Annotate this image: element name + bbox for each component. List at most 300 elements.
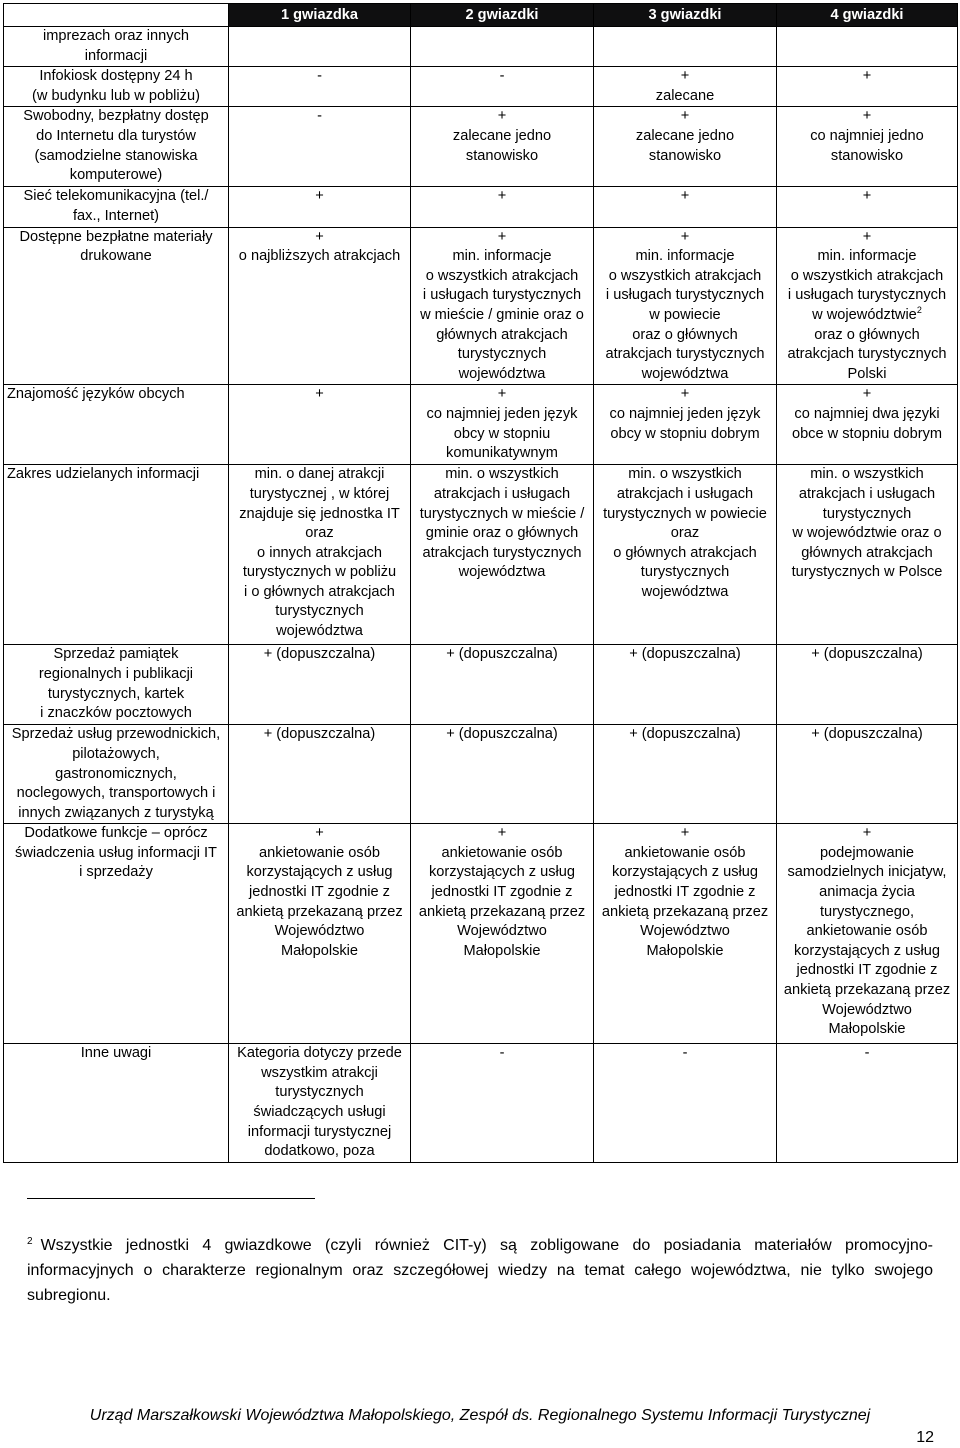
cell-line [780, 405, 954, 425]
cell-text: komunikatywnym [446, 445, 558, 462]
cell-text: stanowisko [830, 147, 904, 164]
cell-line [232, 67, 407, 87]
cell-text: animacja życia [819, 884, 915, 901]
row-label [4, 385, 229, 465]
cell-text: atrakcjach i usługach [798, 485, 936, 502]
row-service-sales [4, 725, 958, 824]
cell-line [232, 485, 407, 505]
row-other-notes [4, 1044, 958, 1163]
cell-text: Województwo [274, 923, 365, 940]
cell-text: jednostki IT zgodnie z [614, 884, 756, 901]
cell-line [414, 725, 590, 745]
cell-text: - [317, 68, 322, 85]
cell-text: i usługach turystycznych [605, 287, 765, 304]
cell-3-stars [594, 645, 777, 725]
cell-line [232, 107, 407, 127]
cell-text: + (dopuszczalna) [446, 646, 558, 663]
cell-text: wszystkim atrakcji [261, 1064, 378, 1081]
cell-text: + [315, 825, 324, 842]
cell-4-stars [777, 1044, 958, 1163]
cell-text: w powiecie [649, 306, 721, 323]
cell-1-star [229, 645, 411, 725]
cell-3-stars [594, 385, 777, 465]
cell-line [780, 824, 954, 844]
cell-text: oraz [305, 525, 334, 542]
cell-3-stars [594, 187, 777, 227]
row-infokiosk [4, 67, 958, 107]
cell-line [780, 385, 954, 405]
cell-line [414, 326, 590, 346]
cell-text: obce w stopniu dobrym [791, 425, 943, 442]
cell-text: oraz o głównych [814, 326, 920, 343]
cell-line [780, 67, 954, 87]
row-label [4, 187, 229, 227]
cell-text: min. informacje [452, 248, 552, 265]
row-label [4, 465, 229, 645]
row-internet-access [4, 107, 958, 187]
cell-line [414, 425, 590, 445]
cell-3-stars [594, 725, 777, 824]
cell-text: + [680, 188, 690, 205]
cell-line [232, 544, 407, 564]
cell-text: Małopolskie [828, 1021, 906, 1038]
row-label [4, 27, 229, 67]
cell-line [780, 903, 954, 923]
row-label-line: regionalnych i publikacji [38, 665, 194, 682]
cell-line [597, 405, 773, 425]
cell-line [780, 345, 954, 365]
cell-text: zalecane jedno [635, 127, 735, 144]
cell-text: + [497, 228, 507, 245]
cell-text: + [680, 68, 690, 85]
row-label-line: innych związanych z turystyką [18, 804, 214, 821]
cell-line [414, 863, 590, 883]
cell-line [414, 67, 590, 87]
cell-text: turystycznych [457, 346, 547, 363]
cell-text: korzystających z usług [612, 864, 758, 881]
row-label-line: świadczenia usług informacji IT [15, 844, 217, 861]
cell-line [414, 485, 590, 505]
cell-text: dodatkowo, poza [264, 1143, 375, 1160]
page-footer: Urząd Marszałkowski Województwa Małopolskiego, Zespół ds. Regionalnego Systemu Informacji Turystycznej [89, 1407, 871, 1424]
cell-line [232, 942, 407, 962]
cell-text: zalecane [655, 87, 715, 104]
cell-text: ankietą przekazaną przez [601, 903, 769, 920]
row-label-line: Sprzedaż usług przewodnickich, [11, 726, 221, 743]
cell-line [232, 524, 407, 544]
cell-line [232, 863, 407, 883]
cell-text: + [315, 386, 324, 403]
cell-line [780, 267, 954, 287]
cell-line [597, 385, 773, 405]
row-label-line: Dodatkowe funkcje – oprócz [24, 825, 208, 842]
cell-line [597, 645, 773, 665]
cell-text: + [680, 386, 690, 403]
header-row [4, 4, 958, 27]
cell-text: stanowisko [648, 147, 722, 164]
cell-line [597, 844, 773, 864]
cell-line [414, 187, 590, 207]
cell-line [780, 365, 954, 385]
cell-line [780, 465, 954, 485]
cell-text: + [680, 108, 690, 125]
cell-text: + [497, 108, 507, 125]
cell-text: głównych atrakcjach [436, 326, 568, 343]
cell-line [597, 345, 773, 365]
cell-line [597, 187, 773, 207]
cell-text: min. o wszystkich [810, 466, 924, 483]
cell-line [597, 824, 773, 844]
cell-line [780, 883, 954, 903]
cell-line [232, 622, 407, 642]
cell-line [780, 147, 954, 167]
cell-line [232, 903, 407, 923]
cell-text: Województwo [822, 1001, 912, 1018]
cell-text: znajduje się jednostka IT [239, 505, 400, 522]
cell-4-stars [777, 227, 958, 385]
row-label-line: (w budynku lub w pobliżu) [32, 87, 200, 104]
cell-line [597, 107, 773, 127]
cell-line [414, 844, 590, 864]
cell-text: województwa [276, 623, 363, 640]
cell-line [414, 544, 590, 564]
cell-line [597, 942, 773, 962]
cell-line [780, 922, 954, 942]
cell-line [414, 405, 590, 425]
cell-line [414, 247, 590, 267]
cell-line [780, 228, 954, 248]
cell-text: o wszystkich atrakcjach [425, 267, 579, 284]
cell-1-star [229, 227, 411, 385]
cell-line [780, 961, 954, 981]
cell-2-stars [411, 67, 594, 107]
row-label [4, 645, 229, 725]
cell-1-star [229, 1044, 411, 1163]
cell-line [780, 863, 954, 883]
cell-4-stars [777, 465, 958, 645]
cell-1-star [229, 465, 411, 645]
cell-line [780, 544, 954, 564]
cell-text: co najmniej jeden język [426, 405, 578, 422]
cell-text: turystycznych w Polsce [791, 564, 943, 581]
cell-text: co najmniej jeden język [609, 405, 761, 422]
cell-1-star [229, 187, 411, 227]
cell-line [232, 725, 407, 745]
cell-4-stars [777, 27, 958, 67]
cell-line [414, 1044, 590, 1064]
cell-line [597, 883, 773, 903]
cell-text: + [497, 386, 507, 403]
cell-line [597, 524, 773, 544]
cell-line [414, 107, 590, 127]
cell-text: o innych atrakcjach [257, 544, 382, 561]
cell-text: min. o wszystkich [445, 466, 559, 483]
cell-line [780, 107, 954, 127]
cell-text: turystycznych [275, 603, 364, 620]
cell-3-stars [594, 67, 777, 107]
row-label-line: imprezach oraz innych [42, 28, 189, 44]
cell-text: - [682, 1045, 688, 1062]
cell-line [232, 247, 407, 267]
cell-line [597, 563, 773, 583]
cell-text: turystycznych [822, 505, 912, 522]
cell-text: turystycznej , w której [249, 485, 390, 502]
cell-line [780, 981, 954, 1001]
cell-line [232, 844, 407, 864]
cell-1-star [229, 67, 411, 107]
cell-line [780, 187, 954, 207]
row-printed-materials [4, 227, 958, 385]
header-empty [4, 4, 229, 27]
cell-text: atrakcjach i usługach [616, 485, 754, 502]
cell-2-stars [411, 824, 594, 1044]
cell-text: korzystających z usług [794, 942, 940, 959]
cell-text: zalecane jedno [452, 127, 552, 144]
row-additional-functions [4, 824, 958, 1044]
row-label-line: Swobodny, bezpłatny dostęp [23, 108, 209, 125]
cell-line [232, 645, 407, 665]
footnote-mark: 2 [27, 1235, 33, 1247]
cell-line [780, 1020, 954, 1040]
footnote-separator [27, 1198, 315, 1199]
cell-line [414, 505, 590, 525]
cell-line [780, 326, 954, 346]
cell-text: korzystających z usług [246, 864, 393, 881]
cell-text: w województwie [812, 306, 917, 323]
cell-text: jednostki IT zgodnie z [249, 884, 390, 901]
cell-text: Małopolskie [646, 942, 724, 959]
row-label-line: fax., Internet) [73, 207, 159, 224]
cell-line [232, 563, 407, 583]
row-label-line: gastronomicznych, [55, 765, 177, 782]
cell-line [414, 922, 590, 942]
cell-text: Małopolskie [463, 942, 541, 959]
cell-text: oraz [670, 525, 700, 542]
row-label [4, 1044, 229, 1163]
cell-text: Polski [847, 365, 887, 382]
cell-1-star [229, 107, 411, 187]
cell-2-stars [411, 645, 594, 725]
cell-line [414, 127, 590, 147]
cell-text: stanowisko [465, 147, 539, 164]
cell-line [414, 524, 590, 544]
cell-text: min. informacje [635, 248, 735, 265]
cell-text: województwa [458, 365, 546, 382]
cell-line [414, 942, 590, 962]
cell-line [414, 563, 590, 583]
cell-line [597, 425, 773, 445]
cell-line [414, 345, 590, 365]
cell-3-stars [594, 27, 777, 67]
cell-text: + (dopuszczalna) [811, 646, 923, 663]
page-number: 12 [916, 1429, 934, 1446]
cell-text: turystycznych w mieście / [419, 505, 585, 522]
cell-line [780, 247, 954, 267]
row-information-scope [4, 465, 958, 645]
cell-text: + (dopuszczalna) [811, 726, 923, 743]
cell-text: o wszystkich atrakcjach [790, 267, 944, 284]
cell-text: turystycznych [640, 564, 730, 581]
row-label-line: i sprzedaży [79, 864, 153, 881]
row-label [4, 725, 229, 824]
cell-2-stars [411, 107, 594, 187]
cell-line [414, 645, 590, 665]
cell-text: korzystających z usług [429, 864, 575, 881]
cell-text: + [862, 825, 872, 842]
cell-text: min. informacje [817, 248, 917, 265]
cell-line [232, 1064, 407, 1084]
cell-line [232, 583, 407, 603]
row-label-line: pilotażowych, [72, 745, 160, 762]
cell-text: świadczących usługi [253, 1104, 386, 1121]
cell-line [597, 725, 773, 745]
cell-text: + [315, 188, 324, 205]
cell-line [597, 306, 773, 326]
cell-line [597, 286, 773, 306]
cell-text: gminie oraz o głównych [425, 525, 579, 542]
cell-text: podejmowanie [819, 844, 915, 861]
cell-4-stars [777, 385, 958, 465]
cell-line [232, 228, 407, 248]
row-label-line: Inne uwagi [80, 1045, 152, 1062]
cell-text: co najmniej jedno [810, 127, 924, 144]
cell-line [414, 465, 590, 485]
cell-line [414, 306, 590, 326]
cell-text: + (dopuszczalna) [263, 726, 376, 743]
cell-text: ankietowanie osób [806, 923, 928, 940]
cell-text: + (dopuszczalna) [629, 646, 741, 663]
row-label [4, 227, 229, 385]
cell-2-stars [411, 187, 594, 227]
row-label-line: Infokiosk dostępny 24 h [39, 68, 193, 85]
cell-text: turystycznych [275, 1084, 364, 1101]
cell-line [414, 824, 590, 844]
cell-text: Województwo [457, 923, 547, 940]
cell-text: jednostki IT zgodnie z [431, 884, 573, 901]
cell-text: co najmniej dwa języki [794, 405, 940, 422]
cell-line [780, 725, 954, 745]
cell-line [232, 922, 407, 942]
cell-line [414, 147, 590, 167]
cell-3-stars [594, 107, 777, 187]
cell-text: Małopolskie [280, 942, 359, 959]
cell-1-star [229, 27, 411, 67]
footnote-text: Wszystkie jednostki 4 gwiazdkowe (czyli również CIT-y) są zobligowane do posiadania materiałów promocyjno-informacyjnych o charakterze regionalnym oraz szczegółowej wiedzy na temat całego województwa, nie tylko swojego subregionu. [27, 1237, 933, 1304]
cell-2-stars [411, 385, 594, 465]
cell-text: w województwie oraz o [792, 525, 942, 542]
cell-line [780, 286, 954, 306]
cell-text: o głównych atrakcjach [613, 544, 757, 561]
cell-text: atrakcjach turystycznych [787, 346, 947, 363]
cell-text: + [862, 68, 872, 85]
cell-line [414, 385, 590, 405]
cell-text: obcy w stopniu dobrym [610, 425, 760, 442]
cell-text: województwa [641, 583, 729, 600]
cell-line [780, 844, 954, 864]
row-souvenir-sales [4, 645, 958, 725]
cell-line [597, 465, 773, 485]
row-label [4, 824, 229, 1044]
cell-2-stars [411, 465, 594, 645]
cell-text: + [862, 188, 872, 205]
cell-text: oraz o głównych [632, 326, 738, 343]
row-label-line: Zakres udzielanych informacji [7, 466, 200, 483]
cell-text: Województwo [640, 923, 730, 940]
row-label-line: Sprzedaż pamiątek [53, 646, 179, 663]
cell-line [414, 267, 590, 287]
cell-text: w mieście / gminie oraz o [420, 306, 584, 323]
cell-line [414, 365, 590, 385]
cell-line [414, 444, 590, 464]
cell-4-stars [777, 824, 958, 1044]
row-label-line: noclegowych, transportowych i [16, 785, 216, 802]
cell-line [597, 267, 773, 287]
cell-line [780, 524, 954, 544]
cell-3-stars [594, 824, 777, 1044]
cell-text: min. o wszystkich [628, 466, 742, 483]
cell-line [232, 1103, 407, 1123]
row-label-line: komputerowe) [69, 167, 163, 184]
cell-1-star [229, 725, 411, 824]
cell-4-stars [777, 67, 958, 107]
cell-line [597, 67, 773, 87]
row-label [4, 107, 229, 187]
row-telecom [4, 187, 958, 227]
row-languages [4, 385, 958, 465]
cell-text: + [680, 825, 690, 842]
cell-line [597, 365, 773, 385]
cell-line [414, 903, 590, 923]
header-2-stars: 2 gwiazdki [411, 4, 594, 27]
row-label-line: turystycznych, kartek [47, 685, 185, 702]
cell-text: + [497, 825, 507, 842]
cell-text: + (dopuszczalna) [446, 726, 558, 743]
cell-text: atrakcjach turystycznych [422, 544, 582, 561]
cell-line [597, 1044, 773, 1064]
cell-4-stars [777, 725, 958, 824]
cell-line [780, 942, 954, 962]
row-events-info [4, 27, 958, 67]
cell-text: + [680, 228, 690, 245]
cell-line [232, 1123, 407, 1143]
cell-line [780, 645, 954, 665]
cell-line [597, 127, 773, 147]
cell-4-stars [777, 645, 958, 725]
cell-4-stars [777, 107, 958, 187]
footnote-reference: 2 [916, 305, 922, 316]
cell-3-stars [594, 227, 777, 385]
cell-line [780, 425, 954, 445]
row-label-line: informacji [84, 47, 148, 64]
cell-line [232, 1044, 407, 1064]
cell-text: + [862, 108, 872, 125]
cell-text: atrakcjach turystycznych [605, 346, 765, 363]
row-label-line: Sieć telekomunikacyjna (tel./ [23, 188, 209, 205]
row-label-line: (samodzielne stanowiska [34, 147, 198, 164]
cell-text: - [499, 1045, 505, 1062]
cell-text: i usługach turystycznych [787, 287, 947, 304]
cell-line [780, 1001, 954, 1021]
cell-line [597, 863, 773, 883]
cell-2-stars [411, 1044, 594, 1163]
cell-text: turystycznych w powiecie [603, 505, 767, 522]
cell-line [232, 385, 407, 405]
cell-line [232, 883, 407, 903]
cell-2-stars [411, 227, 594, 385]
header-3-stars: 3 gwiazdki [594, 4, 777, 27]
header-1-star: 1 gwiazdka [229, 4, 411, 27]
cell-text: ankietą przekazaną przez [236, 903, 403, 920]
